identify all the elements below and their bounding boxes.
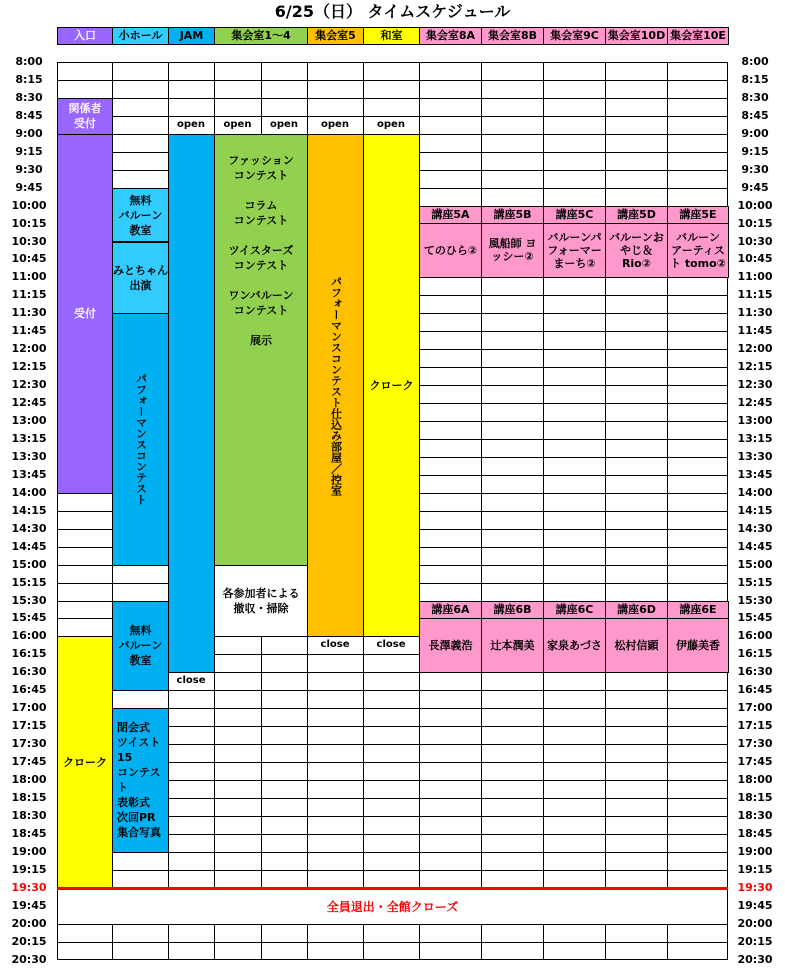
time-label: 14:15 xyxy=(737,503,773,517)
open-label: open xyxy=(270,118,298,130)
time-label: 11:45 xyxy=(737,324,773,338)
time-label: 11:30 xyxy=(737,306,773,320)
free-balloon-class-2-block-text: 無料 バルーン 教室 xyxy=(118,624,163,668)
time-label: 14:45 xyxy=(11,539,47,553)
time-label: 9:30 xyxy=(15,162,43,176)
time-label: 9:15 xyxy=(15,144,43,158)
time-label: 10:45 xyxy=(11,252,47,266)
time-label: 15:45 xyxy=(737,611,773,625)
time-label: 8:30 xyxy=(741,90,769,104)
time-label: 15:45 xyxy=(11,611,47,625)
workshop-code: 講座6D xyxy=(606,602,667,619)
time-label: 8:45 xyxy=(15,108,43,122)
grid-row-line xyxy=(57,98,728,99)
column-header: JAM xyxy=(168,27,215,45)
time-label: 16:15 xyxy=(737,647,773,661)
time-label: 9:00 xyxy=(741,126,769,140)
time-label: 8:00 xyxy=(15,55,43,68)
time-label: 17:45 xyxy=(11,755,47,769)
time-label: 14:00 xyxy=(737,485,773,499)
time-label: 15:30 xyxy=(737,593,773,607)
open-label: open xyxy=(377,118,405,130)
time-label: 10:30 xyxy=(737,234,773,248)
time-label: 16:45 xyxy=(11,683,47,697)
performance-contest-block xyxy=(112,313,169,565)
cloak-washitsu-block xyxy=(363,134,420,638)
time-label: 17:15 xyxy=(737,719,773,733)
column-header: 集会室8B xyxy=(481,27,544,45)
free-balloon-class-2-block xyxy=(112,601,169,692)
grid-col-line xyxy=(419,924,420,960)
workshop-6-block xyxy=(543,601,606,674)
workshop-name: 家泉あづさ xyxy=(547,638,602,652)
time-label: 20:30 xyxy=(11,952,47,966)
time-label: 9:45 xyxy=(15,180,43,194)
time-label: 11:00 xyxy=(737,270,773,284)
workshop-name: バルーンおやじ＆Rio② xyxy=(609,230,664,270)
time-label: 14:15 xyxy=(11,503,47,517)
open-label: open xyxy=(177,118,205,130)
time-label: 12:45 xyxy=(737,396,773,410)
workshop-code: 講座5C xyxy=(544,207,605,224)
time-label: 19:15 xyxy=(737,862,773,876)
performance-contest-text: パフォーマンスコンテスト xyxy=(134,373,148,506)
time-label: 11:45 xyxy=(11,324,47,338)
time-label: 16:00 xyxy=(737,629,773,643)
time-label: 19:00 xyxy=(11,844,47,858)
close-label: close xyxy=(320,639,350,651)
time-label: 14:00 xyxy=(11,485,47,499)
closing-time-line xyxy=(57,887,728,890)
workshop-5-block xyxy=(605,206,668,279)
time-label: 8:15 xyxy=(741,72,769,86)
time-label: 12:15 xyxy=(737,360,773,374)
time-label: 8:15 xyxy=(15,72,43,86)
grid-col-line xyxy=(307,924,308,960)
workshop-code: 講座5E xyxy=(668,207,728,224)
workshop-6-block xyxy=(605,601,668,674)
time-label: 15:15 xyxy=(737,575,773,589)
time-label: 17:15 xyxy=(11,719,47,733)
time-label: 16:30 xyxy=(737,665,773,679)
workshop-code: 講座6E xyxy=(668,602,728,619)
time-label: 14:30 xyxy=(11,521,47,535)
workshop-code: 講座6A xyxy=(420,602,481,619)
time-label: 18:00 xyxy=(737,773,773,786)
mitochan-block xyxy=(112,242,169,315)
column-header: 集会室8A xyxy=(419,27,482,45)
time-label: 18:45 xyxy=(11,826,47,840)
page-title: 6/25（日） タイムスケジュール xyxy=(274,2,511,21)
grid-col-line xyxy=(261,924,262,960)
mitochan-block-text: みとちゃん 出演 xyxy=(113,263,168,292)
cleanup-block xyxy=(214,565,308,638)
time-label: 20:15 xyxy=(11,934,47,948)
time-label: 13:30 xyxy=(11,449,47,463)
grid-col-line xyxy=(667,62,668,888)
time-label: 13:45 xyxy=(11,467,47,481)
time-label: 9:30 xyxy=(741,162,769,176)
column-header: 集会室5 xyxy=(307,27,364,45)
time-label: 11:15 xyxy=(11,288,47,302)
time-label: 18:45 xyxy=(737,826,773,840)
time-label: 18:30 xyxy=(737,808,773,822)
time-label: 13:15 xyxy=(737,431,773,445)
open-label: open xyxy=(223,118,252,130)
workshop-code: 講座6C xyxy=(544,602,605,619)
workshop-6-block xyxy=(667,601,729,674)
reception-staff-block xyxy=(57,98,113,135)
time-label: 19:30 xyxy=(737,880,773,894)
workshop-name: 伊藤美香 xyxy=(676,638,720,652)
time-label: 13:00 xyxy=(737,414,773,427)
time-label: 12:15 xyxy=(11,360,47,374)
time-label: 10:15 xyxy=(11,216,47,230)
workshop-name: バルーンパフォーマー まーち② xyxy=(547,230,602,270)
time-label: 8:00 xyxy=(741,55,769,68)
time-label: 9:45 xyxy=(741,180,769,194)
free-balloon-class-1-block-text: 無料 バルーン 教室 xyxy=(118,193,163,237)
time-label: 16:30 xyxy=(11,665,47,679)
time-label: 11:30 xyxy=(11,306,47,320)
grid-col-line xyxy=(363,924,364,960)
time-label: 17:30 xyxy=(737,737,773,751)
time-label: 14:30 xyxy=(737,521,773,535)
close-label: close xyxy=(376,639,406,651)
grid-col-line xyxy=(481,62,482,888)
open-label: open xyxy=(321,118,349,130)
grid-col-line xyxy=(214,924,215,960)
closure-text: 全員退出・全館クローズ xyxy=(326,899,459,914)
contests-block xyxy=(214,134,308,566)
prep-room-block xyxy=(307,134,364,638)
time-label: 13:15 xyxy=(11,431,47,445)
time-label: 20:00 xyxy=(737,916,773,930)
column-header: 入口 xyxy=(57,27,113,45)
grid-row-line xyxy=(57,870,728,871)
grid-col-line xyxy=(481,924,482,960)
workshop-code: 講座6B xyxy=(482,602,543,619)
time-label: 19:45 xyxy=(737,898,773,912)
closing-ceremony-block xyxy=(112,708,169,853)
workshop-5-block xyxy=(543,206,606,279)
time-label: 18:00 xyxy=(11,773,47,786)
workshop-code: 講座5D xyxy=(606,207,667,224)
closing-ceremony-block-text: 閉会式 ツイスト15 コンテスト 表彰式 次回PR 集合写真 xyxy=(117,721,161,840)
cloak-entrance-block-text: クローク xyxy=(63,756,107,770)
time-label: 11:00 xyxy=(11,270,47,284)
time-label: 12:45 xyxy=(11,396,47,410)
time-label: 10:30 xyxy=(11,234,47,248)
time-label: 17:00 xyxy=(11,701,47,715)
column-header: 集会室9C xyxy=(543,27,606,45)
time-label: 20:30 xyxy=(737,952,773,966)
workshop-6-block xyxy=(419,601,482,674)
time-label: 14:45 xyxy=(737,539,773,553)
workshop-5-block xyxy=(419,206,482,279)
grid-col-line xyxy=(605,924,606,960)
grid-row-line xyxy=(57,80,728,81)
column-header: 集会室10E xyxy=(667,27,729,45)
time-label: 15:15 xyxy=(11,575,47,589)
workshop-5-block xyxy=(667,206,729,279)
time-label: 17:00 xyxy=(737,701,773,715)
grid-row-line xyxy=(57,116,728,117)
cloak-washitsu-block-text: クローク xyxy=(369,379,414,393)
jam-block xyxy=(168,134,215,674)
contests-block-text: ファッション コンテスト コラム コンテスト ツイスターズ コンテスト ワンバルーン コンテスト 展示 xyxy=(228,153,294,347)
reception-staff-block-text: 関係者 受付 xyxy=(68,102,102,131)
workshop-name: 風船師 ヨッシー② xyxy=(488,237,537,264)
column-header: 小ホール xyxy=(112,27,169,45)
time-label: 18:15 xyxy=(11,790,47,804)
time-label: 16:45 xyxy=(737,683,773,697)
reception-block-text: 受付 xyxy=(74,307,96,321)
time-label: 13:30 xyxy=(737,449,773,463)
time-label: 11:15 xyxy=(737,288,773,302)
column-header: 集会室10D xyxy=(605,27,668,45)
cloak-entrance-block xyxy=(57,636,113,888)
grid-col-line xyxy=(543,62,544,888)
time-label: 8:45 xyxy=(741,108,769,122)
workshop-name: 長澤義浩 xyxy=(428,638,473,652)
workshop-name: てのひら② xyxy=(423,243,478,257)
workshop-name: 辻本潤美 xyxy=(490,638,535,652)
time-label: 17:30 xyxy=(11,737,47,751)
reception-block xyxy=(57,134,113,494)
time-label: 13:45 xyxy=(737,467,773,481)
grid-col-line xyxy=(543,924,544,960)
prep-room-text: パフォーマンスコンテスト仕込み部屋／控室 xyxy=(329,275,343,496)
time-label: 19:00 xyxy=(737,844,773,858)
grid-col-line xyxy=(667,924,668,960)
time-label: 19:45 xyxy=(11,898,47,912)
time-label: 9:00 xyxy=(15,126,43,140)
time-label: 19:15 xyxy=(11,862,47,876)
time-label: 15:30 xyxy=(11,593,47,607)
grid-col-line xyxy=(605,62,606,888)
time-label: 8:30 xyxy=(15,90,43,104)
workshop-name: 松村信顕 xyxy=(614,638,659,652)
time-label: 20:00 xyxy=(11,916,47,930)
time-label: 12:30 xyxy=(737,378,773,392)
time-label: 12:00 xyxy=(11,342,47,356)
time-label: 10:00 xyxy=(11,198,47,212)
time-label: 19:30 xyxy=(11,880,47,894)
time-label: 10:15 xyxy=(737,216,773,230)
workshop-code: 講座5A xyxy=(420,207,481,224)
grid-col-line xyxy=(168,924,169,960)
time-label: 18:30 xyxy=(11,808,47,822)
time-label: 16:15 xyxy=(11,647,47,661)
time-label: 15:00 xyxy=(737,557,773,571)
column-header: 集会室1〜4 xyxy=(214,27,308,45)
workshop-6-block xyxy=(481,601,544,674)
workshop-name: バルーン アーティスト tomo② xyxy=(670,230,726,270)
column-header: 和室 xyxy=(363,27,420,45)
grid-row-line xyxy=(57,942,728,943)
time-label: 9:15 xyxy=(741,144,769,158)
time-label: 12:00 xyxy=(737,342,773,356)
cleanup-block-text: 各参加者による 撤収・掃除 xyxy=(222,586,300,615)
time-label: 12:30 xyxy=(11,378,47,392)
time-label: 17:45 xyxy=(737,755,773,769)
time-label: 18:15 xyxy=(737,790,773,804)
time-label: 16:00 xyxy=(11,629,47,643)
time-label: 10:00 xyxy=(737,198,773,212)
workshop-5-block xyxy=(481,206,544,279)
time-label: 20:15 xyxy=(737,934,773,948)
close-label: close xyxy=(176,675,206,687)
time-label: 13:00 xyxy=(11,414,47,427)
grid-col-line xyxy=(112,924,113,960)
workshop-code: 講座5B xyxy=(482,207,543,224)
time-label: 15:00 xyxy=(11,557,47,571)
time-label: 10:45 xyxy=(737,252,773,266)
free-balloon-class-1-block xyxy=(112,188,169,243)
